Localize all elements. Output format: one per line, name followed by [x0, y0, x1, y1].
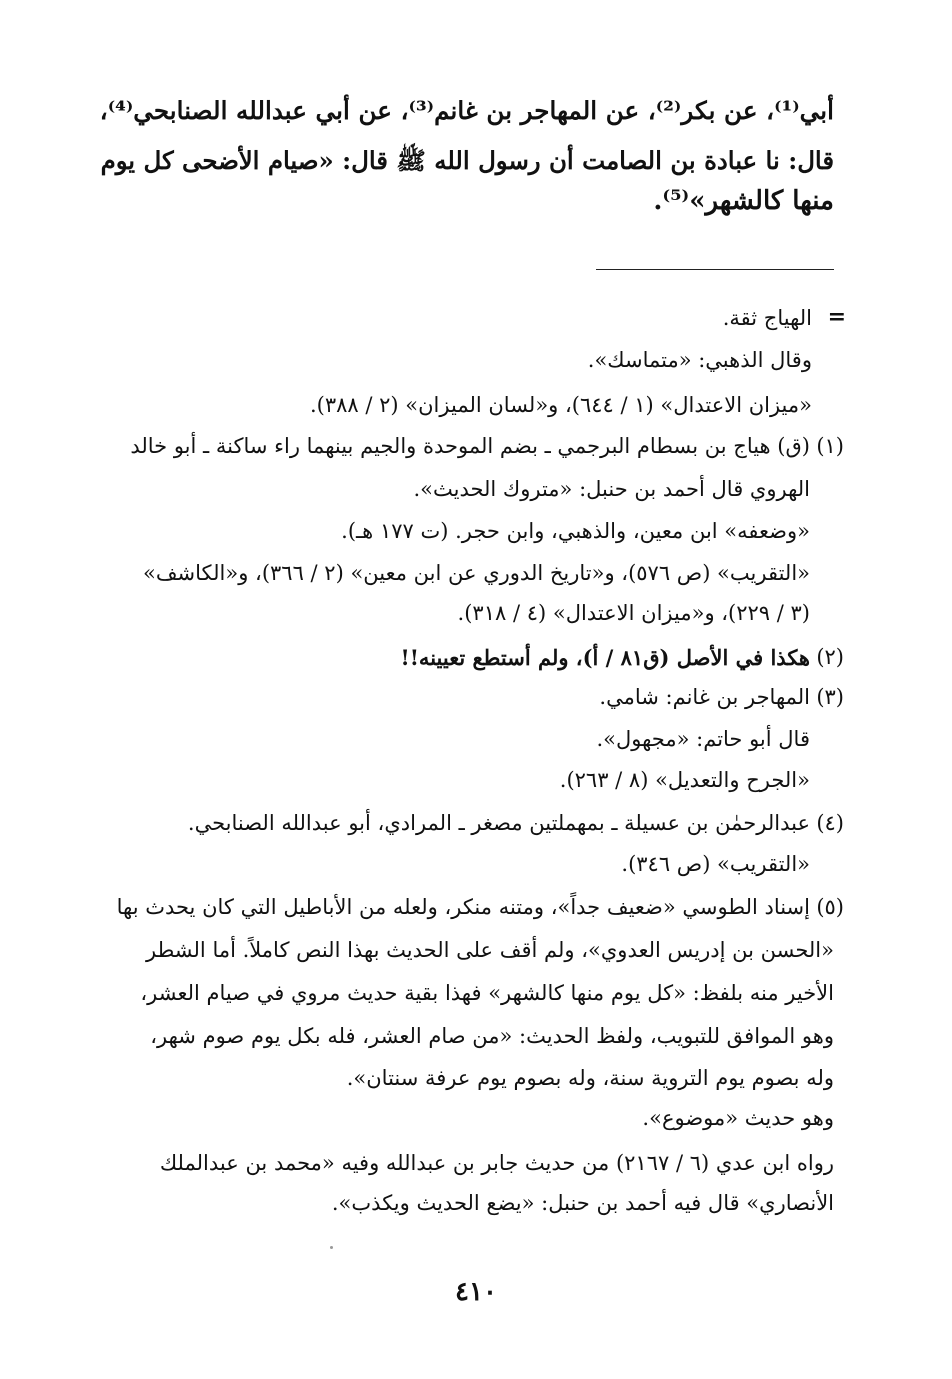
footnote-5-line-8: الأنصاري» قال فيه أحمد بن حنبل: «يضع الحديث ويكذب».: [331, 1191, 834, 1215]
footnote-number: (٤): [816, 811, 844, 835]
continuation-line-3: «ميزان الاعتدال» (١ / ٦٤٤)، و«لسان الميزان» (٢ / ٣٨٨).: [309, 393, 812, 417]
main-text-line-1: أبي⁽¹⁾، عن بكر⁽²⁾، عن المهاجر بن غانم⁽³⁾، عن أبي عبدالله الصنابحي⁽⁴⁾،: [99, 96, 834, 125]
page-number: ٤١٠: [455, 1277, 497, 1307]
footnote-5-line-7: رواه ابن عدي (٦ / ٢١٦٧) من حديث جابر بن عبدالله وفيه «محمد بن عبدالملك: [159, 1151, 834, 1175]
footnote-2-line-1: هكذا في الأصل (ق٨١ / أ)، ولم أستطع تعيينه!!: [400, 645, 810, 670]
footnote-1-line-5: (٣ / ٢٢٩)، و«ميزان الاعتدال» (٤ / ٣١٨).: [457, 601, 810, 625]
footnote-divider: [596, 269, 834, 270]
footnote-5-line-6: وهو حديث «موضوع».: [642, 1106, 834, 1130]
continuation-mark: =: [827, 304, 846, 330]
footnote-5-line-5: وله بصوم يوم التروية سنة، وله بصوم يوم عرفة سنتان».: [346, 1066, 834, 1090]
footnote-5-line-3: الأخير منه بلفظ: «كل يوم منها كالشهر» فهذا بقية حديث مروي في صيام العشر،: [140, 981, 834, 1005]
footnote-3-line-2: قال أبو حاتم: «مجهول».: [596, 727, 810, 751]
continuation-line-2: وقال الذهبي: «متماسك».: [587, 348, 812, 372]
continuation-line-1: الهياج ثقة.: [722, 306, 812, 330]
footnote-5-line-2: «الحسن بن إدريس العدوي»، ولم أقف على الحديث بهذا النص كاملاً. أما الشطر: [145, 938, 834, 962]
footnote-1-line-3: «وضعفه» ابن معين، والذهبي، وابن حجر. (ت ١٧٧ هـ).: [341, 519, 810, 543]
speck: [330, 1246, 333, 1249]
main-text-line-2: قال: نا عبادة بن الصامت أن رسول الله ﷺ قال: «صيام الأضحى كل يوم: [100, 146, 834, 175]
footnote-5-line-4: وهو الموافق للتبويب، ولفظ الحديث: «من صام العشر، فله بكل يوم صوم شهر،: [150, 1024, 834, 1048]
footnote-5-line-1: إسناد الطوسي «ضعيف جداً»، ومتنه منكر، ولعله من الأباطيل التي كان يحدث بها: [116, 895, 810, 919]
footnote-1-line-2: الهروي قال أحمد بن حنبل: «متروك الحديث».: [413, 477, 810, 501]
footnote-1-line-1: (ق) هياج بن بسطام البرجمي ـ بضم الموحدة والجيم بينهما راء ساكنة ـ أبو خالد: [130, 434, 810, 458]
footnote-number: (١): [816, 434, 844, 458]
footnote-3-line-1: المهاجر بن غانم: شامي.: [599, 685, 810, 709]
footnote-4-line-2: «التقريب» (ص ٣٤٦).: [621, 852, 810, 876]
footnote-number: (٣): [816, 685, 844, 709]
footnote-1-line-4: «التقريب» (ص ٥٧٦)، و«تاريخ الدوري عن ابن معين» (٢ / ٣٦٦)، و«الكاشف»: [142, 561, 810, 585]
footnote-number: (٢): [816, 645, 844, 669]
footnote-3-line-3: «الجرح والتعديل» (٨ / ٢٦٣).: [559, 768, 810, 792]
footnote-number: (٥): [816, 895, 844, 919]
main-text-line-3: منها كالشهر»⁽⁵⁾.: [653, 186, 834, 216]
footnote-4-line-1: عبدالرحمٰن بن عسيلة ـ بمهملتين مصغر ـ المرادي، أبو عبدالله الصنابحي.: [187, 811, 810, 835]
